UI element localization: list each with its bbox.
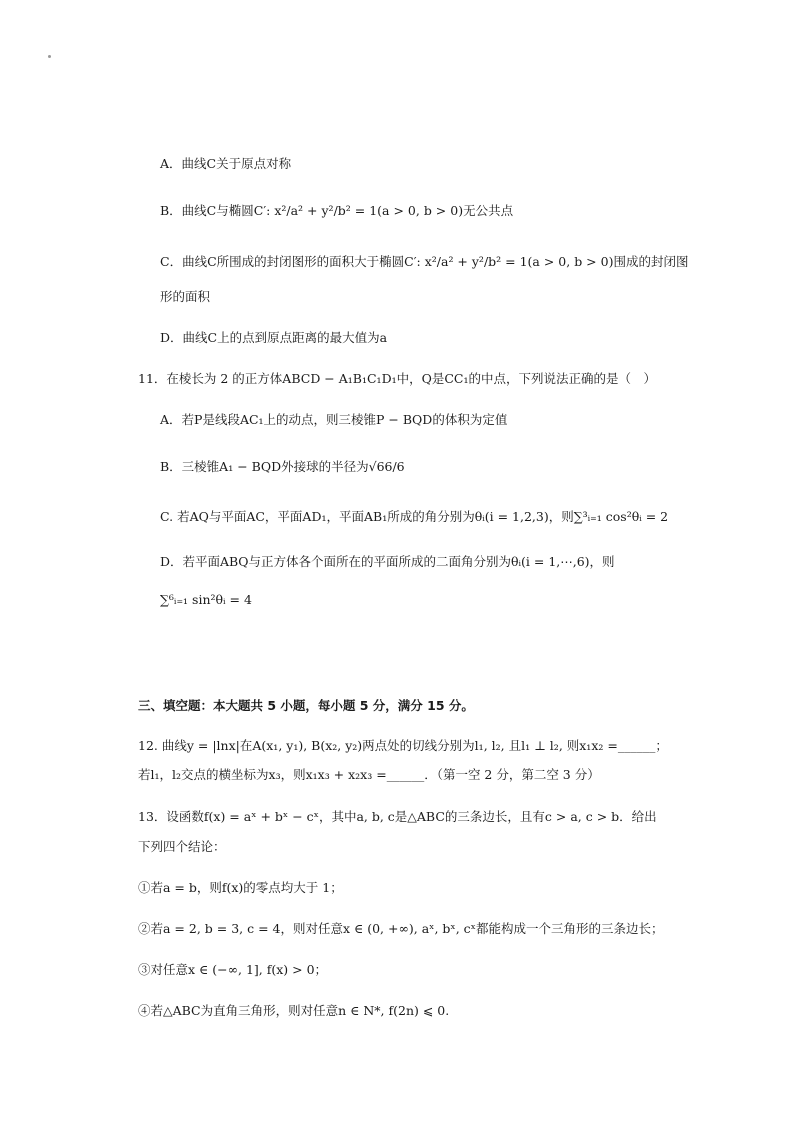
question-11-option-a: A．若P是线段AC₁上的动点，则三棱锥P − BQD的体积为定值 [160,412,508,427]
option-d: D．曲线C上的点到原点距离的最大值为a [160,330,388,345]
conclusion-3: ③对任意x ∈ (−∞, 1], f(x) > 0； [138,962,328,977]
question-11-option-c: C. 若AQ与平面AC，平面AD₁，平面AB₁所成的角分别为θᵢ(i = 1,2,3)，则∑³ᵢ₌₁ cos²θᵢ = 2 [160,509,669,524]
section-3-heading: 三、填空题：本大题共 5 小题，每小题 5 分，满分 15 分。 [138,698,474,713]
question-12-line1: 12. 曲线y = |lnx|在A(x₁, y₁), B(x₂, y₂)两点处的切线分别为l₁, l₂, 且l₁ ⊥ l₂, 则x₁x₂ =______； [138,738,668,753]
question-12-line2: 若l₁，l₂交点的横坐标为x₃，则x₁x₃ + x₂x₃ =______．（第一空 2 分，第二空 3 分） [138,767,600,782]
conclusion-2: ②若a = 2, b = 3, c = 4，则对任意x ∈ (0, +∞), aˣ, bˣ, cˣ都能构成一个三角形的三条边长； [138,921,664,936]
option-c-line1: C．曲线C所围成的封闭图形的面积大于椭圆C′: x²/a² + y²/b² = 1(a > 0, b > 0)围成的封闭图 [160,254,689,269]
question-11-option-d-line1: D．若平面ABQ与正方体各个面所在的平面所成的二面角分别为θᵢ(i = 1,⋯,6)，则 [160,554,615,569]
question-13-line1: 13．设函数f(x) = aˣ + bˣ − cˣ，其中a, b, c是△ABC的三条边长，且有c > a, c > b．给出 [138,809,657,824]
question-13-line2: 下列四个结论： [138,839,226,854]
conclusion-1: ①若a = b，则f(x)的零点均大于 1； [138,880,343,895]
option-b: B．曲线C与椭圆C′: x²/a² + y²/b² = 1(a > 0, b > 0)无公共点 [160,203,514,218]
question-11: 11．在棱长为 2 的正方体ABCD − A₁B₁C₁D₁中，Q是CC₁的中点，下列说法正确的是（ ） [138,371,656,386]
option-a: A．曲线C关于原点对称 [160,156,292,171]
option-c-line2: 形的面积 [160,289,211,304]
scan-speck [48,55,51,58]
question-11-option-d-line2: ∑⁶ᵢ₌₁ sin²θᵢ = 4 [160,592,252,607]
conclusion-4: ④若△ABC为直角三角形，则对任意n ∈ N*, f(2n) ⩽ 0. [138,1003,450,1018]
question-11-option-b: B．三棱锥A₁ − BQD外接球的半径为√66/6 [160,459,405,474]
